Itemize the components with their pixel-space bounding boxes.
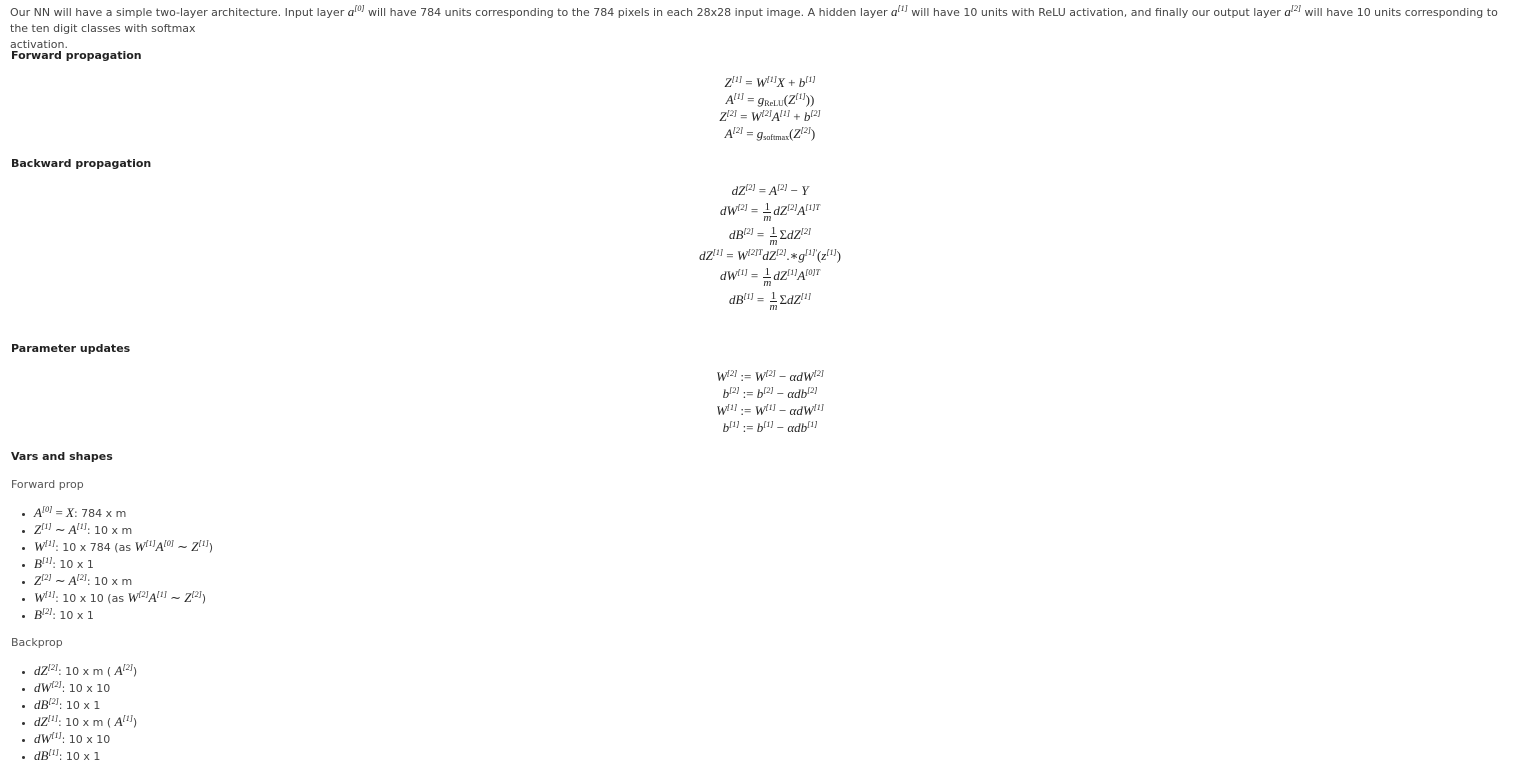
eq-db2: dB[2] = $\frac{1}{m}$ ΣdZ[2] [728,224,812,248]
list-item: • dW[1]: 10 x 10 [34,730,137,747]
list-item: • B[2]: 10 x 1 [34,606,213,623]
eq-update-w1: W[1] := W[1] − αdW[1] [716,403,824,418]
forward-propagation-heading: Forward propagation [11,49,142,62]
forward-prop-shapes-list [16,504,213,623]
list-item: • A[0] = X: 784 x m [34,504,213,521]
backward-equations [0,182,1518,312]
list-item: • W[1]: 10 x 10 (as W[2]A[1] ∼ Z[2]) [34,589,213,606]
list-item: • dZ[2]: 10 x m ( A[2]) [34,662,137,679]
eq-dz2: dZ[2] = A[2] − Y [731,183,809,198]
list-item: • dW[2]: 10 x 10 [34,679,137,696]
eq-z2: Z[2] = W[2]A[1] + b[2] [719,109,821,124]
eq-dz1: $dZ[1] = W^{[2]T}dZ[2].∗g^{[1]'}(z[1])$ [699,248,841,263]
backprop-shapes-list [16,662,137,764]
vars-and-shapes-heading: Vars and shapes [11,450,113,463]
eq-dw2: dW[2] = $\frac{1}{m}$ $dZ[2]A^{[1]T}$ [720,200,820,224]
update-equations [0,368,1518,436]
eq-update-w2: W[2] := W[2] − αdW[2] [716,369,824,384]
eq-z1: Z[1] = W[1]X + b[1] [724,75,816,90]
backward-propagation-heading: Backward propagation [11,157,152,170]
eq-update-b1: b[1] := b[1] − αdb[1] [722,420,818,435]
eq-update-b2: b[2] := b[2] − αdb[2] [722,386,818,401]
intro-paragraph: Our NN will have a simple two-layer architecture. Input layer a[0] will have 784 units corresponding to the 784 pixels in each 28x28 input image. A hidden layer a[1] will have 10 units with ReLU activation, and finally our output layer a[2] will have 10 units corresponding to the ten digit classes with softmax activation. [10,4,1498,51]
eq-db1: dB[1] = $\frac{1}{m}$ ΣdZ[1] [728,289,812,313]
backprop-subheading: Backprop [11,636,63,649]
forward-prop-subheading: Forward prop [11,478,84,491]
eq-a2: $A[2] = g_{softmax}(Z[2])$ [724,126,816,142]
list-item: • dZ[1]: 10 x m ( A[1]) [34,713,137,730]
list-item: • W[1]: 10 x 784 (as W[1]A[0] ∼ Z[1]) [34,538,213,555]
list-item: • dB[1]: 10 x 1 [34,747,137,764]
list-item: • B[1]: 10 x 1 [34,555,213,572]
eq-dw1: dW[1] = $\frac{1}{m}$ $dZ[1]A^{[0]T}$ [720,265,820,289]
parameter-updates-heading: Parameter updates [11,342,131,355]
forward-equations [0,74,1518,142]
eq-a1: $A[1] = g_{ReLU}(Z[1])$) [725,92,815,108]
list-item: • dB[2]: 10 x 1 [34,696,137,713]
list-item: • Z[1] ∼ A[1]: 10 x m [34,521,213,538]
list-item: • Z[2] ∼ A[2]: 10 x m [34,572,213,589]
